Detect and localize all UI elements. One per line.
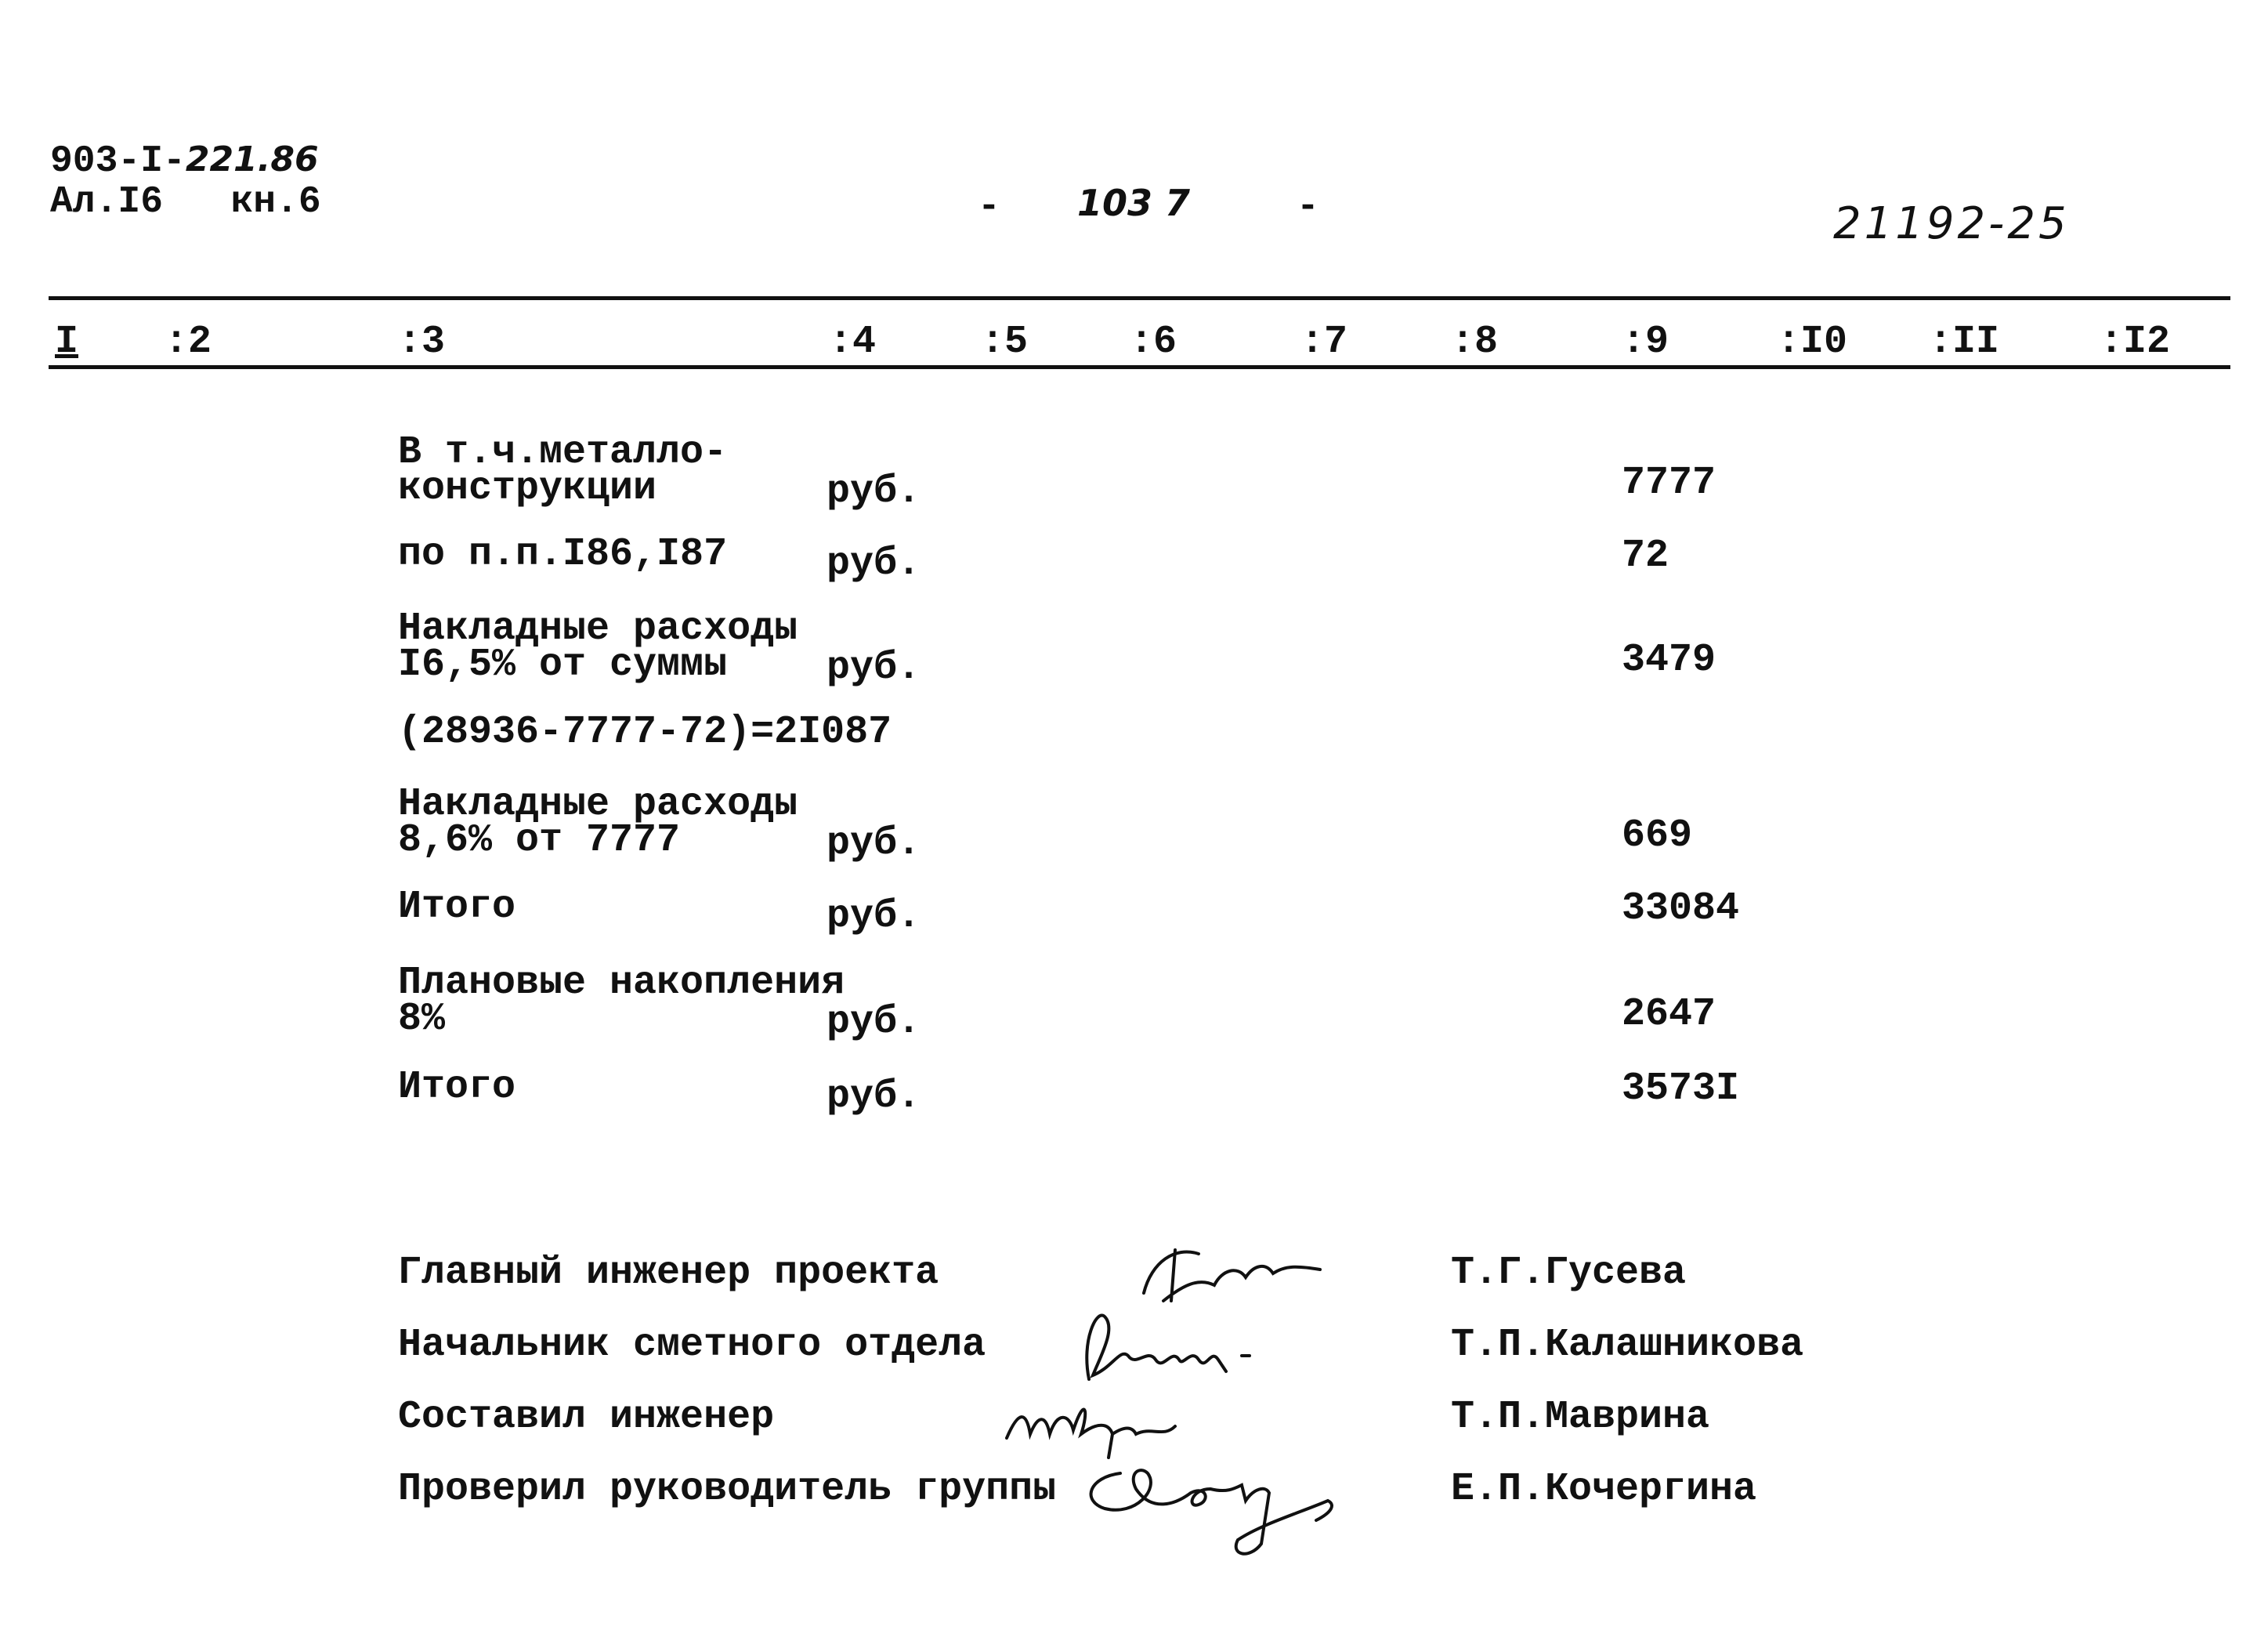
page-dash-right: -	[1297, 186, 1319, 228]
doc-code	[50, 139, 319, 183]
column-header: I	[55, 320, 79, 364]
column-header: :7	[1300, 320, 1348, 364]
row-label: В т.ч.металло- конструкции	[398, 430, 728, 511]
column-header: :I0	[1777, 320, 1848, 364]
column-header: :2	[165, 320, 212, 364]
signatory-title: Проверил руководитель группы	[398, 1467, 1057, 1512]
row-unit: руб.	[827, 646, 921, 690]
signatory-title: Главный инженер проекта	[398, 1251, 939, 1295]
signatory-name: Т.П.Калашникова	[1451, 1323, 1804, 1367]
row-label: Итого	[398, 885, 516, 929]
row-unit: руб.	[827, 1000, 921, 1045]
column-header: :I2	[2100, 320, 2171, 364]
row-value: 33084	[1622, 886, 1740, 931]
signatory-name: Т.П.Маврина	[1451, 1395, 1710, 1440]
album-book: Ал.I6 кн.6	[50, 181, 321, 223]
row-unit: руб.	[827, 1074, 921, 1119]
row-value: 2647	[1622, 992, 1716, 1037]
row-unit: руб.	[827, 469, 921, 514]
row-label: по п.п.I86,I87	[398, 532, 728, 577]
row-label: Плановые накопления 8%	[398, 961, 845, 1041]
page-dash-left: -	[978, 186, 1000, 228]
column-header: :6	[1130, 320, 1177, 364]
doc-code-printed: 903-I-	[50, 140, 186, 183]
inventory-number: 21192-25	[1833, 198, 2070, 249]
signature-kochergina	[1073, 1442, 1371, 1567]
column-header: :8	[1451, 320, 1499, 364]
column-header: :4	[829, 320, 877, 364]
signatory-name: Е.П.Кочергина	[1451, 1467, 1757, 1512]
column-header: :3	[398, 320, 446, 364]
row-label: Накладные расходы I6,5% от суммы	[398, 607, 798, 687]
column-header: :5	[981, 320, 1029, 364]
row-unit: руб.	[827, 542, 921, 586]
row-label: Накладные расходы 8,6% от 7777	[398, 782, 798, 863]
signatory-title: Составил инженер	[398, 1395, 775, 1440]
row-label: (28936-7777-72)=2I087	[398, 710, 892, 755]
column-header: :9	[1622, 320, 1669, 364]
row-unit: руб.	[827, 894, 921, 939]
row-value: 3479	[1622, 638, 1716, 683]
signatory-name: Т.Г.Гусева	[1451, 1251, 1687, 1295]
row-value: 7777	[1622, 461, 1716, 505]
signatory-title: Начальник сметного отдела	[398, 1323, 986, 1367]
row-value: 669	[1622, 813, 1693, 858]
column-header: :II	[1929, 320, 2000, 364]
row-unit: руб.	[827, 821, 921, 866]
row-value: 72	[1622, 534, 1669, 578]
header-top-rule	[49, 296, 2230, 300]
row-value: 3573I	[1622, 1067, 1740, 1111]
doc-code-handwritten: 221.86	[185, 139, 319, 179]
page-number: 103 7	[1077, 182, 1191, 224]
row-label: Итого	[398, 1065, 516, 1110]
header-bottom-rule	[49, 365, 2230, 369]
